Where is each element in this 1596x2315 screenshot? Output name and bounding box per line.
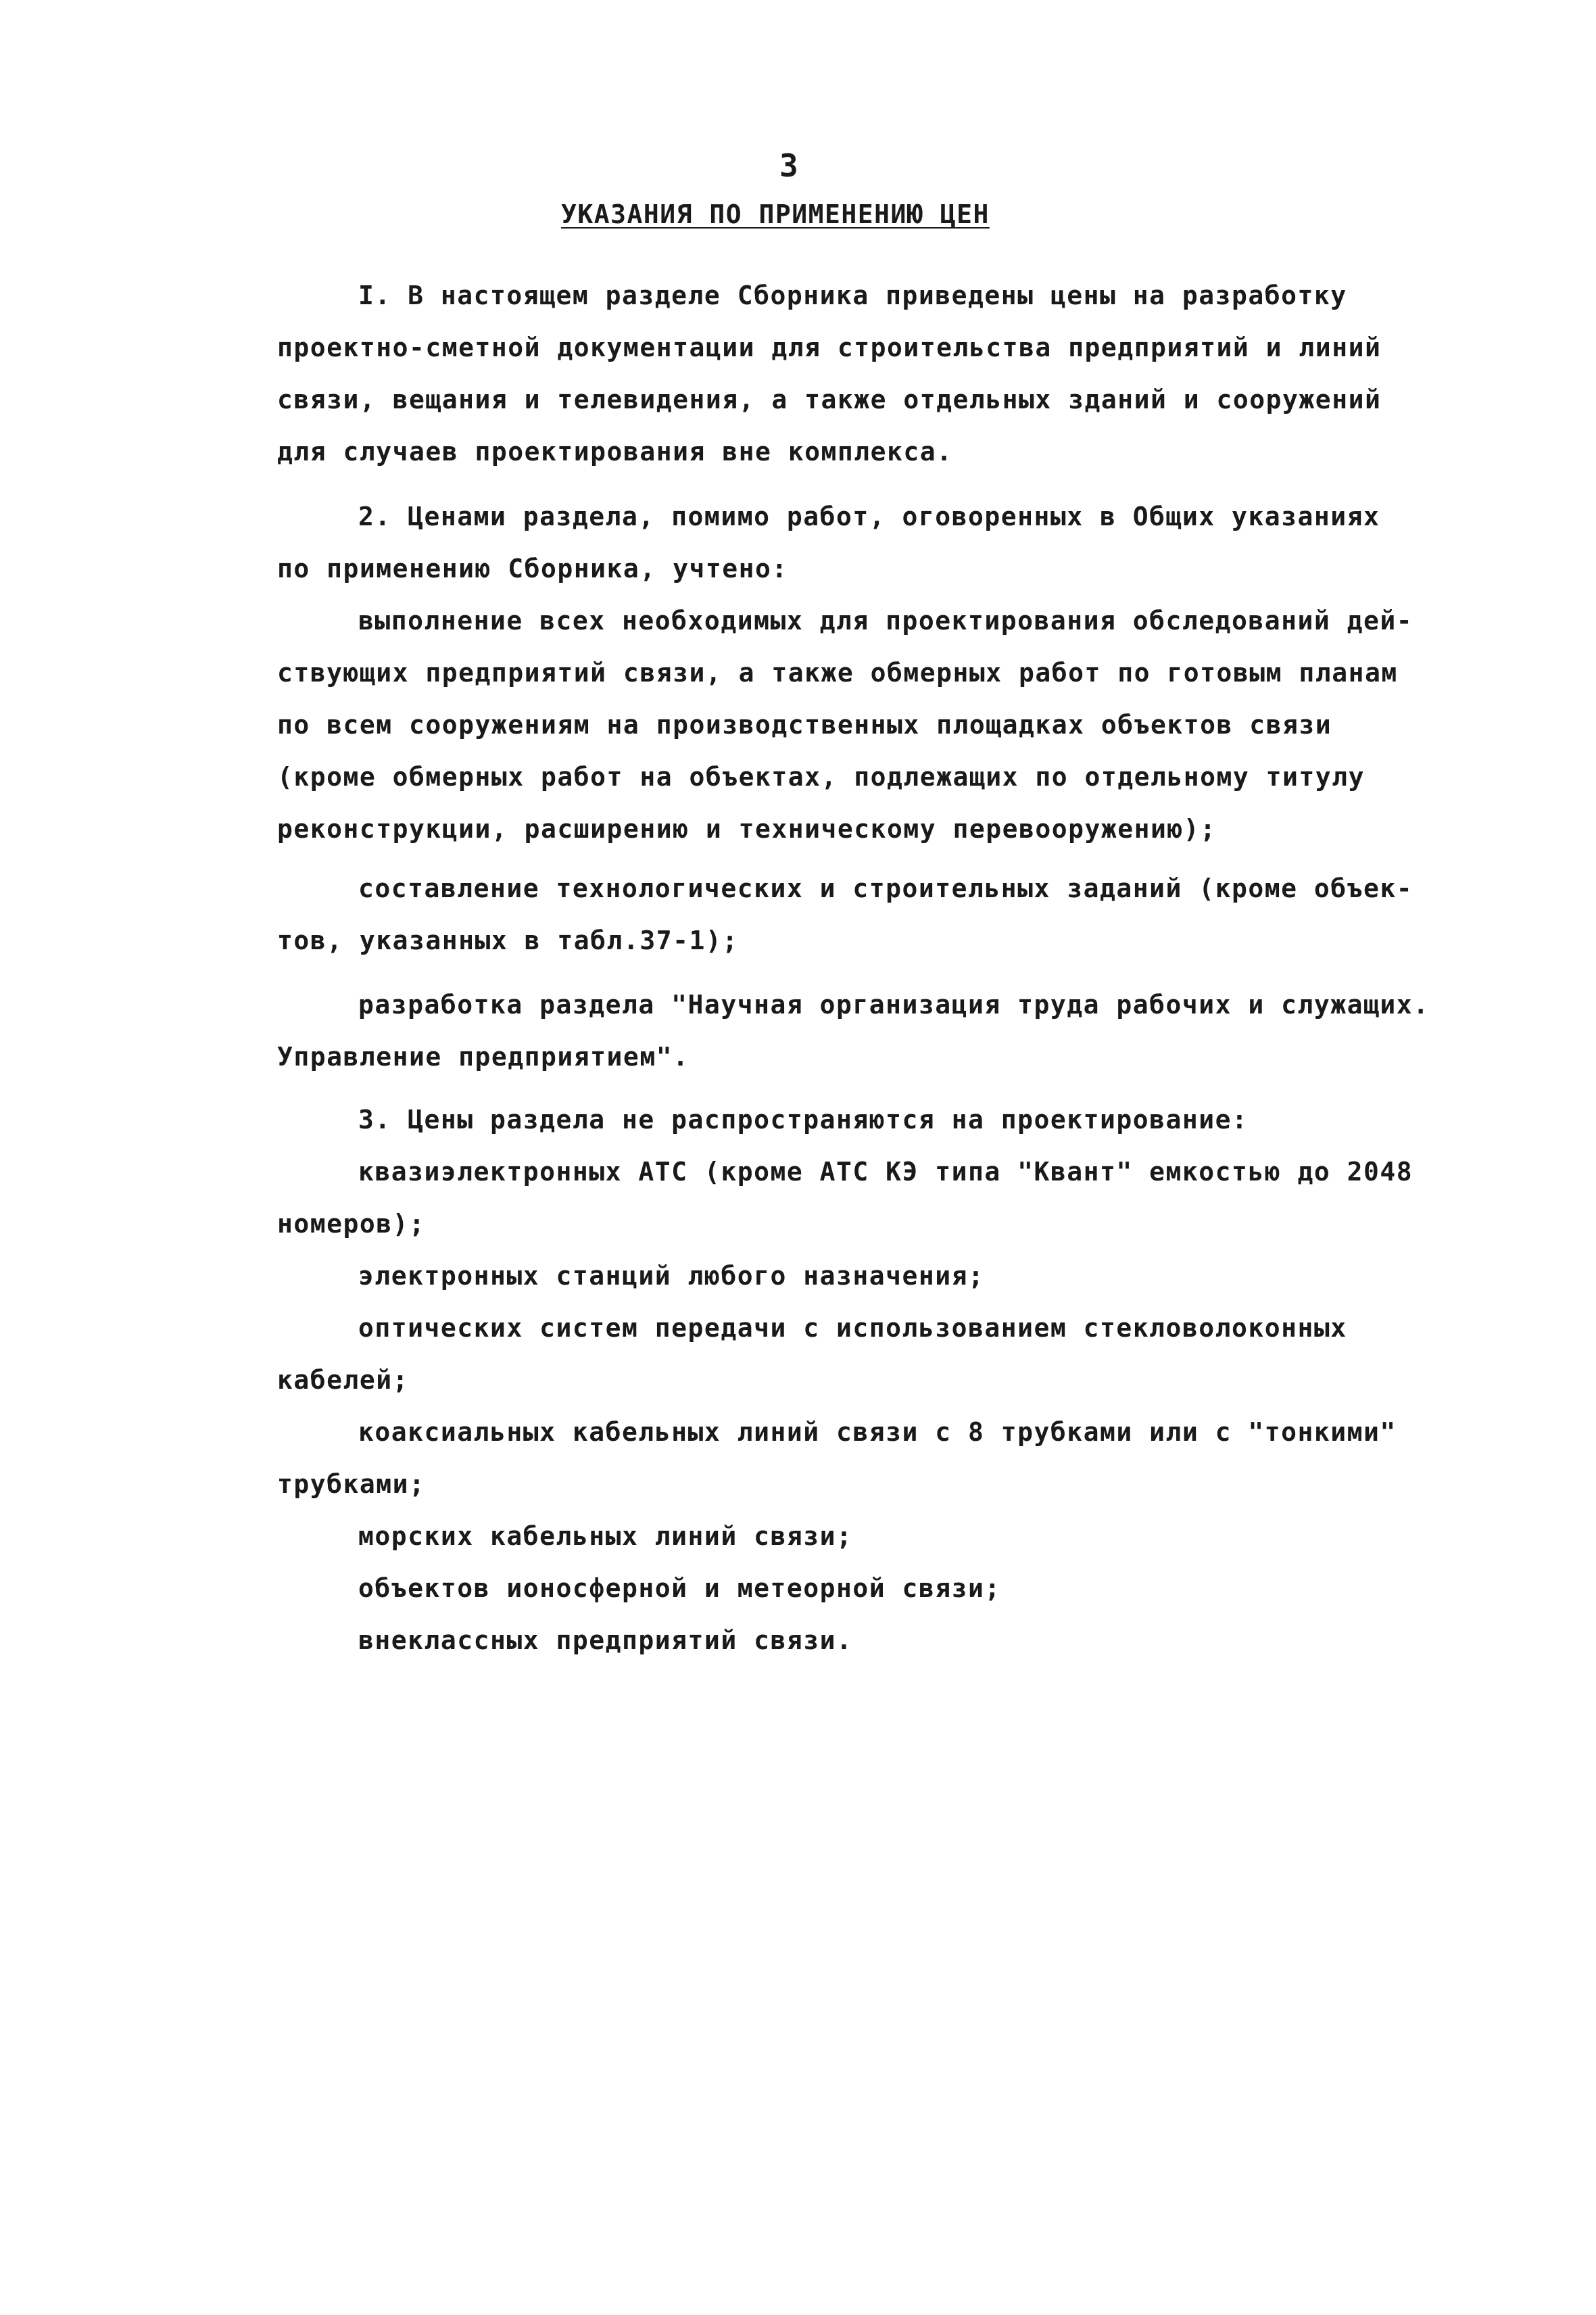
text-line: Управление предприятием".: [277, 1042, 690, 1072]
text-line: реконструкции, расширению и техническому перевооружению);: [277, 814, 1217, 844]
page-number: 3: [779, 147, 800, 184]
text-line: по всем сооружениям на производственных площадках объектов связи: [277, 710, 1332, 740]
section-title: УКАЗАНИЯ ПО ПРИМЕНЕНИЮ ЦЕН: [561, 199, 990, 229]
text-line: по применению Сборника, учтено:: [277, 554, 788, 583]
text-line: разработка раздела "Научная организация труда рабочих и служащих.: [358, 990, 1430, 1020]
text-line: проектно-сметной документации для строительства предприятий и линий: [277, 333, 1382, 362]
text-line: I. В настоящем разделе Сборника приведены цены на разработку: [358, 281, 1347, 310]
text-line: коаксиальных кабельных линий связи с 8 трубками или с "тонкими": [358, 1417, 1397, 1447]
text-line: составление технологических и строительных заданий (кроме объек-: [358, 874, 1413, 903]
text-line: кабелей;: [277, 1365, 410, 1395]
text-line: тов, указанных в табл.37-1);: [277, 926, 739, 955]
text-line: квазиэлектронных АТС (кроме АТС КЭ типа "Квант" емкостью до 2048: [358, 1157, 1413, 1187]
text-line: для случаев проектирования вне комплекса.: [277, 437, 953, 467]
text-line: номеров);: [277, 1209, 426, 1239]
text-line: оптических систем передачи с использованием стекловолоконных: [358, 1313, 1347, 1343]
text-line: ствующих предприятий связи, а также обмерных работ по готовым планам: [277, 658, 1398, 688]
text-line: морских кабельных линий связи;: [358, 1521, 853, 1551]
text-line: выполнение всех необходимых для проектирования обследований дей-: [358, 606, 1413, 636]
text-line: трубками;: [277, 1469, 426, 1499]
text-line: внеклассных предприятий связи.: [358, 1625, 853, 1655]
text-line: связи, вещания и телевидения, а также отдельных зданий и сооружений: [277, 385, 1382, 414]
text-line: объектов ионосферной и метеорной связи;: [358, 1573, 1001, 1603]
text-line: (кроме обмерных работ на объектах, подлежащих по отдельному титулу: [277, 762, 1365, 792]
text-line: 2. Ценами раздела, помимо работ, оговоренных в Общих указаниях: [358, 502, 1380, 531]
text-line: 3. Цены раздела не распространяются на проектирование:: [358, 1105, 1249, 1135]
text-line: электронных станций любого назначения;: [358, 1261, 985, 1291]
